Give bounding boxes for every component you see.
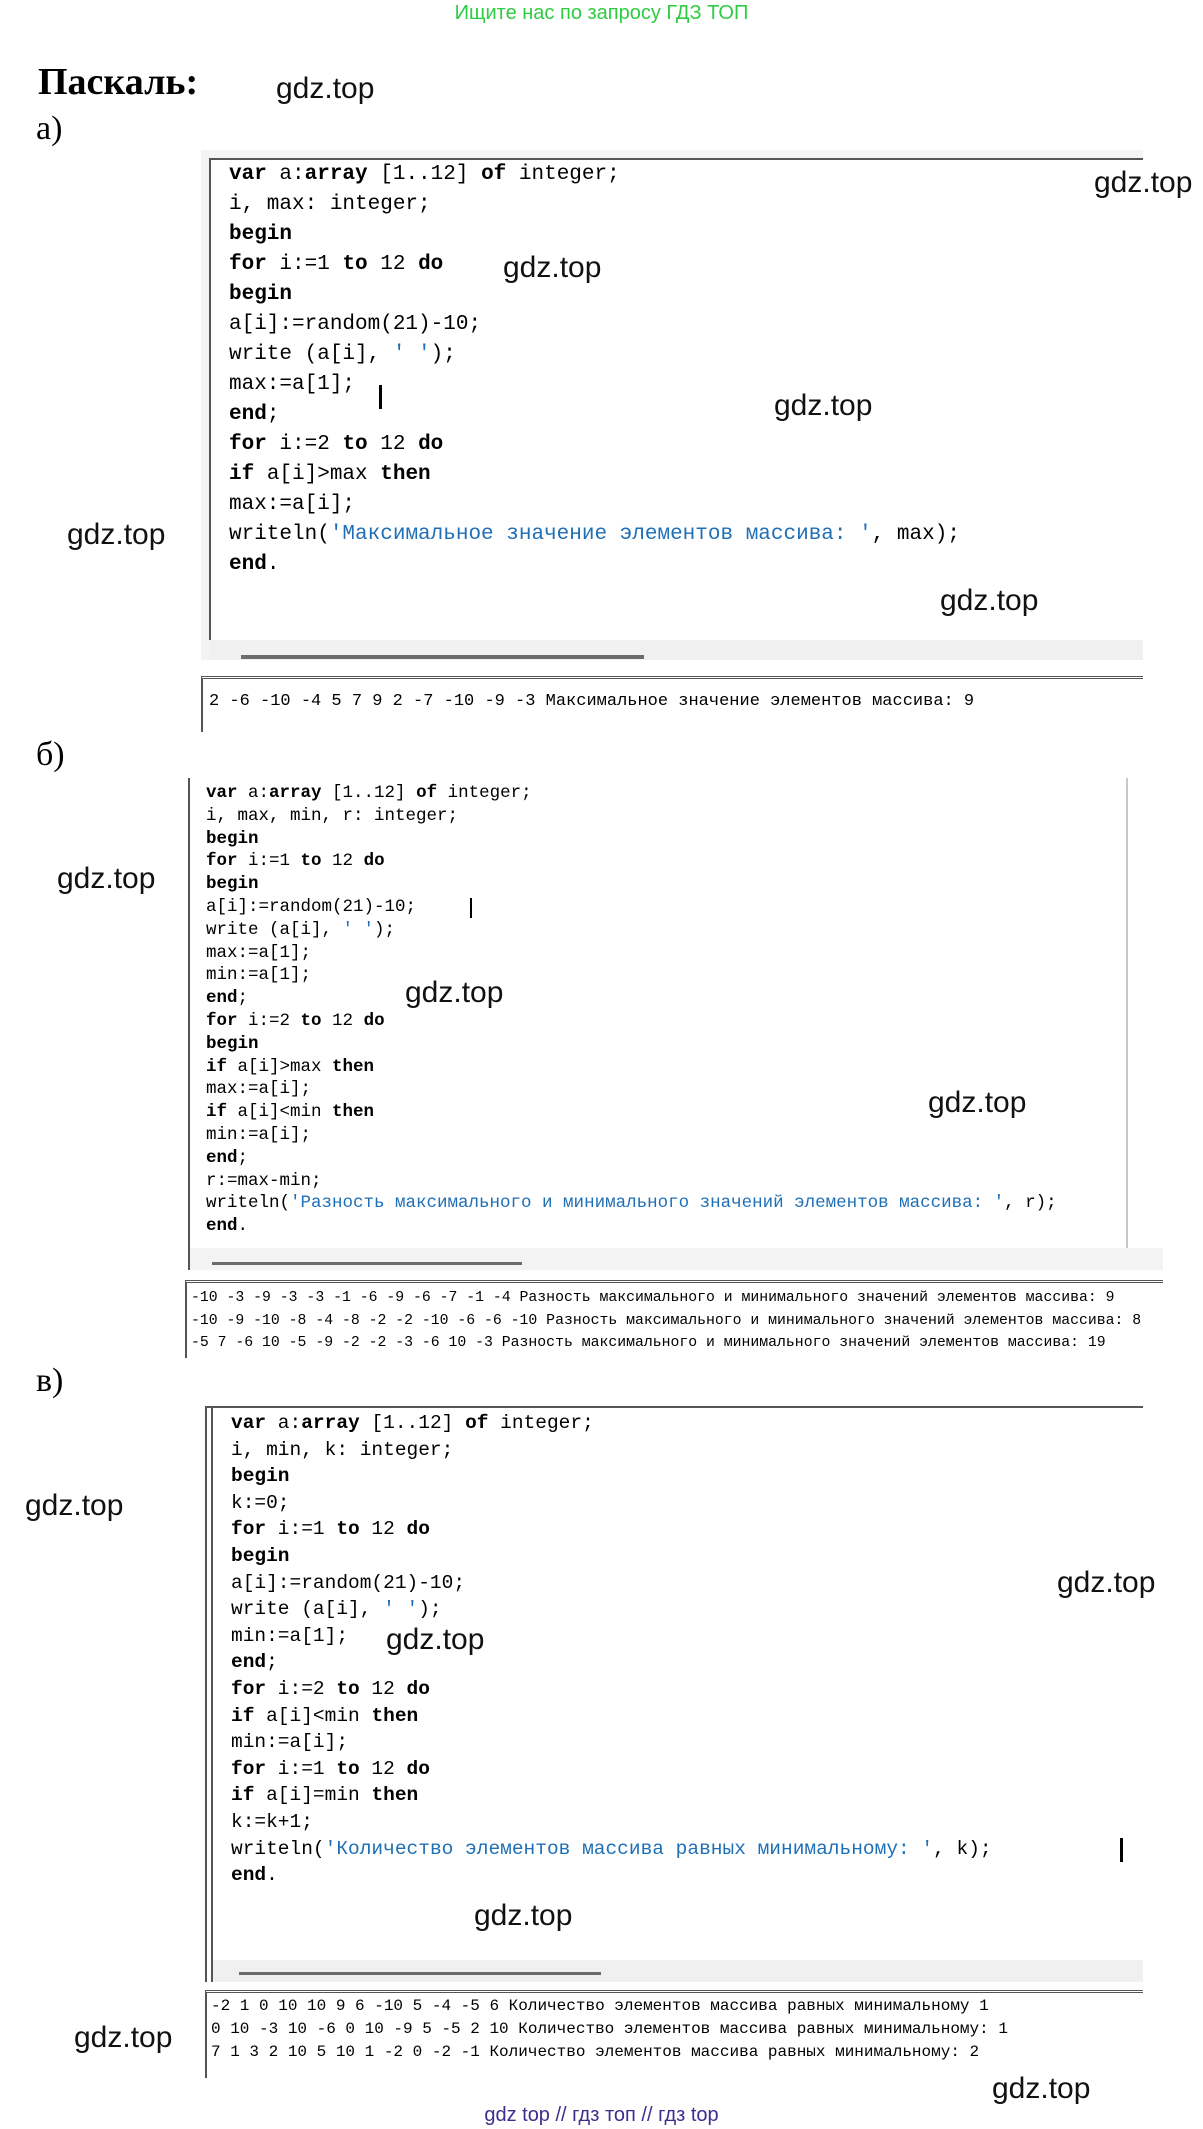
code-line	[229, 550, 960, 580]
code-token: r:=max-min;	[206, 1170, 322, 1191]
code-token: for	[231, 1677, 267, 1700]
code-line	[229, 490, 960, 520]
code-token: i, min, k: integer;	[231, 1438, 454, 1461]
code-line	[229, 220, 960, 250]
code-token: of	[481, 163, 507, 186]
code-token: a:	[266, 1412, 302, 1434]
code-line	[231, 1756, 992, 1783]
code-line	[206, 782, 1057, 805]
code-line	[229, 520, 960, 550]
code-token: var	[206, 783, 238, 803]
code-token: end	[229, 403, 267, 426]
code-line	[206, 873, 1057, 896]
code-line	[206, 1170, 1057, 1193]
code-token: then	[332, 1102, 375, 1123]
code-token: if	[229, 463, 255, 486]
code-token: ;	[237, 1147, 249, 1168]
code-token: for	[229, 433, 267, 456]
watermark: gdz.top	[67, 518, 166, 551]
code-token: i:=2	[237, 1010, 301, 1031]
code-token: a[i]>max	[254, 463, 381, 486]
code-token: end	[231, 1864, 267, 1887]
watermark: gdz.top	[992, 2072, 1091, 2105]
code-line	[206, 850, 1057, 873]
code-token: i:=1	[266, 1757, 337, 1780]
code-line	[231, 1516, 992, 1543]
code-token: writeln(	[231, 1837, 325, 1860]
code-token: min:=a[1];	[206, 965, 312, 986]
code-token: integer;	[506, 163, 620, 186]
code-line	[229, 310, 960, 340]
watermark: gdz.top	[503, 251, 602, 284]
code-line	[231, 1543, 992, 1570]
part-a-label: а)	[36, 110, 63, 147]
code-line	[229, 430, 960, 460]
code-token: begin	[206, 828, 259, 849]
code-token: 12	[321, 851, 364, 872]
code-token: .	[266, 1864, 278, 1887]
code-token: to	[300, 1010, 322, 1031]
vertical-scrollbar-b[interactable]	[1126, 778, 1128, 1248]
code-line	[231, 1782, 992, 1809]
watermark: gdz.top	[474, 1899, 573, 1932]
code-token: );	[418, 1598, 442, 1621]
code-line	[231, 1596, 992, 1623]
scroll-thumb-a[interactable]	[241, 655, 644, 659]
code-token: a:	[237, 783, 270, 803]
code-token: ' '	[342, 919, 375, 940]
code-token: to	[342, 433, 368, 456]
code-token: i:=2	[266, 433, 343, 456]
code-token: .	[237, 1216, 249, 1237]
code-token: i:=2	[266, 1677, 337, 1700]
code-token: if	[231, 1704, 255, 1727]
watermark: gdz.top	[774, 389, 873, 422]
code-token: );	[430, 343, 456, 366]
code-token: ;	[266, 403, 280, 426]
code-token: var	[229, 163, 267, 186]
code-line	[231, 1437, 992, 1464]
code-token: writeln(	[206, 1193, 291, 1214]
code-token: do	[406, 1757, 430, 1780]
code-token: then	[380, 463, 431, 486]
scroll-thumb-b[interactable]	[212, 1262, 522, 1265]
code-token: for	[231, 1757, 267, 1780]
code-token: if	[206, 1102, 228, 1123]
code-token: end	[229, 553, 267, 576]
watermark: gdz.top	[928, 1086, 1027, 1119]
code-token: k:=k+1;	[231, 1810, 313, 1833]
watermark: gdz.top	[1094, 166, 1193, 199]
output-text-a	[209, 690, 974, 714]
code-token: end	[231, 1651, 267, 1674]
output-line: 2 -6 -10 -4 5 7 9 2 -7 -10 -9 -3 Максимальное значение элементов массива: 9	[209, 692, 975, 711]
code-line	[231, 1836, 992, 1863]
code-token: to	[342, 253, 368, 276]
code-token: end	[206, 1216, 238, 1237]
horizontal-scrollbar-b[interactable]	[190, 1248, 1163, 1270]
code-token: i:=1	[266, 253, 343, 276]
code-token: for	[206, 851, 238, 872]
code-token: integer;	[488, 1412, 594, 1434]
code-line	[231, 1676, 992, 1703]
part-v-label: в)	[36, 1362, 64, 1399]
code-token: do	[363, 851, 385, 872]
code-token: end	[206, 988, 238, 1009]
code-token: max:=a[i];	[206, 1079, 312, 1100]
code-editor-v[interactable]	[205, 1406, 1143, 1982]
output-line: -10 -3 -9 -3 -3 -1 -6 -9 -6 -7 -1 -4 Разность максимального и минимального значений элементов массива: 9	[191, 1290, 1115, 1306]
code-token: then	[371, 1704, 419, 1727]
code-token: do	[406, 1677, 430, 1700]
code-token: 12	[359, 1677, 407, 1700]
output-text-v	[211, 1995, 1008, 2064]
code-token: then	[371, 1784, 419, 1807]
code-token: , max);	[871, 523, 960, 546]
watermark: gdz.top	[74, 2021, 173, 2054]
code-token: , r);	[1004, 1193, 1057, 1214]
code-line	[231, 1490, 992, 1517]
output-line: -2 1 0 10 10 9 6 -10 5 -4 -5 6 Количество элементов массива равных минимальному 1	[211, 1997, 989, 2015]
code-token: ' '	[392, 343, 431, 366]
code-line	[229, 340, 960, 370]
output-line: 0 10 -3 10 -6 0 10 -9 5 -5 2 10 Количество элементов массива равных минимальному: 1	[211, 2020, 1008, 2038]
code-line	[231, 1809, 992, 1836]
output-line: -10 -9 -10 -8 -4 -8 -2 -2 -10 -6 -6 -10 Разность максимального и минимального значений элементов массива: 8	[191, 1312, 1142, 1329]
code-token: a[i]:=random(21)-10;	[229, 313, 482, 336]
watermark: gdz.top	[940, 584, 1039, 617]
horizontal-scrollbar-v[interactable]	[213, 1960, 1143, 1982]
code-token: , k);	[933, 1837, 992, 1860]
code-token: array	[304, 163, 368, 186]
code-token: 12	[359, 1757, 407, 1780]
footer-links[interactable]: gdz top // гдз топ // гдз top	[484, 2104, 719, 2126]
code-token: to	[300, 851, 322, 872]
code-token: [1..12]	[359, 1412, 466, 1434]
code-block-v	[231, 1410, 992, 1889]
code-token: end	[206, 1147, 238, 1168]
code-token: integer;	[437, 783, 532, 803]
code-token: 12	[367, 433, 419, 456]
code-line	[206, 1033, 1057, 1056]
code-token: to	[336, 1677, 360, 1700]
code-token: .	[266, 553, 280, 576]
code-line	[206, 964, 1057, 987]
code-token: var	[231, 1412, 267, 1434]
code-token: ;	[237, 988, 249, 1009]
code-token: write (a[i],	[229, 343, 393, 366]
code-token: of	[416, 783, 438, 803]
code-line	[206, 1056, 1057, 1079]
code-token: begin	[229, 283, 293, 306]
code-token: begin	[206, 1033, 259, 1054]
code-token: k:=0;	[231, 1491, 290, 1514]
code-line	[229, 460, 960, 490]
page-heading: Паскаль:	[38, 61, 199, 103]
code-token: 12	[359, 1518, 407, 1541]
code-token: [1..12]	[321, 783, 417, 803]
code-line	[206, 828, 1057, 851]
output-text-b	[191, 1287, 1141, 1355]
part-b-label: б)	[36, 736, 65, 773]
code-token: a[i]:=random(21)-10;	[206, 896, 417, 917]
code-token: 12	[321, 1010, 364, 1031]
code-token: array	[301, 1412, 360, 1434]
code-line	[206, 987, 1057, 1010]
code-token: 'Разность максимального и минимального значений элементов массива: '	[290, 1193, 1005, 1214]
code-token: i:=1	[266, 1518, 337, 1541]
code-line	[231, 1463, 992, 1490]
watermark: gdz.top	[386, 1623, 485, 1656]
code-token: min:=a[i];	[206, 1124, 312, 1145]
code-line	[229, 190, 960, 220]
code-token: begin	[231, 1465, 290, 1488]
code-token: ' '	[383, 1598, 419, 1621]
code-line	[231, 1570, 992, 1597]
code-token: );	[374, 919, 396, 940]
watermark: gdz.top	[276, 72, 375, 105]
code-line	[206, 805, 1057, 828]
code-token: for	[229, 253, 267, 276]
code-token: a[i]=min	[254, 1784, 372, 1807]
code-line	[206, 1215, 1057, 1238]
code-token: 'Максимальное значение элементов массива: '	[329, 523, 872, 546]
code-token: [1..12]	[367, 163, 482, 186]
text-cursor-v	[1120, 1838, 1123, 1862]
code-block-a	[229, 160, 960, 580]
code-token: a[i]<min	[227, 1102, 333, 1123]
text-cursor-b	[470, 898, 472, 918]
code-token: i, max, min, r: integer;	[206, 805, 459, 826]
watermark: gdz.top	[1057, 1566, 1156, 1599]
code-token: writeln(	[229, 523, 330, 546]
code-token: do	[418, 433, 444, 456]
code-line	[231, 1649, 992, 1676]
code-token: begin	[206, 874, 259, 895]
code-line	[206, 1010, 1057, 1033]
code-token: i:=1	[237, 851, 301, 872]
code-token: of	[465, 1412, 489, 1434]
code-token: for	[231, 1518, 267, 1541]
code-token: to	[336, 1518, 360, 1541]
code-line	[231, 1703, 992, 1730]
code-line	[206, 1147, 1057, 1170]
watermark: gdz.top	[405, 976, 504, 1009]
code-line	[231, 1410, 992, 1437]
code-line	[206, 919, 1057, 942]
search-banner[interactable]: Ищите нас по запросу ГДЗ ТОП	[454, 2, 749, 24]
watermark: gdz.top	[25, 1489, 124, 1522]
code-token: do	[363, 1010, 385, 1031]
code-token: i, max: integer;	[229, 193, 431, 216]
code-block-b	[206, 782, 1057, 1238]
code-token: max:=a[1];	[206, 942, 312, 963]
code-token: 'Количество элементов массива равных минимальному: '	[324, 1837, 934, 1860]
code-token: a[i]:=random(21)-10;	[231, 1571, 466, 1594]
output-line: 7 1 3 2 10 5 10 1 -2 0 -2 -1 Количество элементов массива равных минимальному: 2	[211, 2043, 980, 2061]
code-token: ;	[266, 1651, 278, 1674]
code-line	[231, 1623, 992, 1650]
code-line	[206, 1124, 1057, 1147]
text-cursor-a	[379, 385, 382, 409]
code-token: begin	[231, 1544, 290, 1567]
output-panel-v	[205, 1990, 1143, 2078]
code-token: a:	[266, 163, 305, 186]
code-token: array	[269, 783, 322, 803]
code-editor-b[interactable]	[188, 778, 1163, 1270]
code-line	[231, 1729, 992, 1756]
code-line	[206, 1192, 1057, 1215]
code-token: write (a[i],	[206, 919, 343, 940]
code-token: a[i]<min	[254, 1704, 372, 1727]
code-token: to	[336, 1757, 360, 1780]
code-line	[206, 942, 1057, 965]
code-token: if	[206, 1056, 228, 1077]
watermark: gdz.top	[57, 862, 156, 895]
code-token: do	[406, 1518, 430, 1541]
code-token: then	[332, 1056, 375, 1077]
code-token: min:=a[1];	[231, 1624, 349, 1647]
code-token: max:=a[1];	[229, 373, 356, 396]
code-token: 12	[367, 253, 419, 276]
code-line	[231, 1862, 992, 1889]
code-token: write (a[i],	[231, 1598, 384, 1621]
code-line	[229, 160, 960, 190]
code-token: min:=a[i];	[231, 1731, 349, 1754]
code-token: if	[231, 1784, 255, 1807]
output-line: -5 7 -6 10 -5 -9 -2 -2 -3 -6 10 -3 Разность максимального и минимального значений элементов массива: 19	[191, 1335, 1106, 1351]
scroll-thumb-v[interactable]	[239, 1972, 601, 1975]
code-token: for	[206, 1010, 238, 1031]
code-token: do	[418, 253, 444, 276]
output-panel-b	[185, 1280, 1163, 1358]
code-token: max:=a[i];	[229, 493, 356, 516]
output-panel-a	[201, 676, 1143, 732]
code-token: begin	[229, 223, 293, 246]
code-line	[206, 896, 1057, 919]
code-token: a[i]>max	[227, 1056, 333, 1077]
